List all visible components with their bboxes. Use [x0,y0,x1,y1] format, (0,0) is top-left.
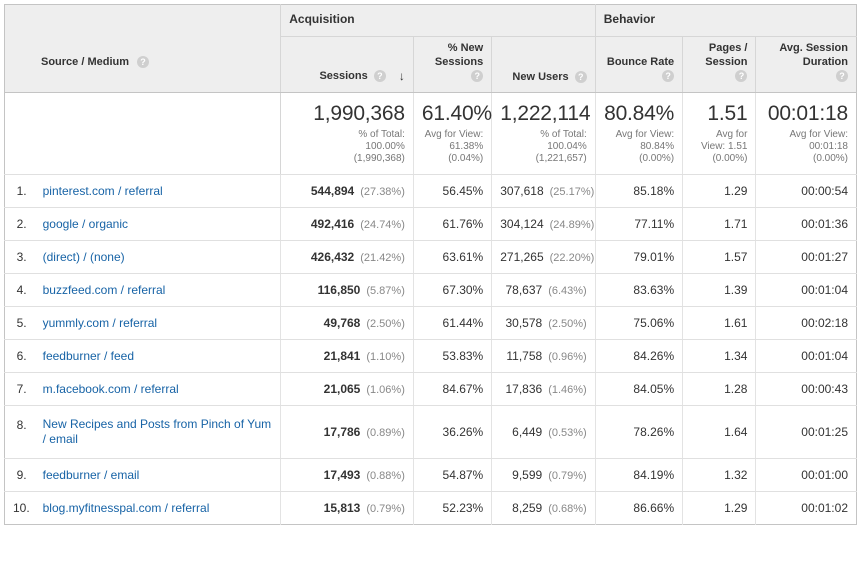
row-sessions [281,208,414,241]
row-sessions [281,274,414,307]
row-source-medium[interactable] [35,459,281,492]
row-new-sessions: 67.30% [413,274,491,307]
row-index: 5. [5,307,35,340]
header-new-sessions[interactable] [413,37,491,93]
row-source-medium[interactable] [35,406,281,459]
row-sessions-value: 49,768 [323,316,361,330]
row-new-users-value: 8,259 [512,501,543,515]
row-pages-session: 1.71 [683,208,756,241]
row-index: 9. [5,459,35,492]
row-index: 10. [5,492,35,525]
row-sessions [281,373,414,406]
row-index: 8. [5,406,35,459]
table-row [5,459,857,492]
row-sessions-pct: (0.79%) [366,503,405,515]
row-bounce-rate: 83.63% [595,274,682,307]
totals-new-sessions-value: 61.40% [421,102,492,125]
row-sessions-pct: (24.74%) [360,219,405,231]
source-medium-link[interactable]: m.facebook.com / referral [42,382,179,396]
row-avg-duration: 00:01:25 [756,406,857,459]
row-pages-session: 1.64 [683,406,756,459]
row-sessions-pct: (1.10%) [366,351,405,363]
row-bounce-rate: 78.26% [595,406,682,459]
header-new-sessions-line2: Sessions [434,56,484,68]
row-pages-session: 1.32 [683,459,756,492]
row-source-medium[interactable] [35,208,281,241]
header-new-users-label: New Users [512,70,569,83]
row-new-users-pct: (0.79%) [548,470,587,482]
row-sessions-value: 544,894 [310,184,355,198]
table-row [5,373,857,406]
source-medium-link[interactable]: New Recipes and Posts from Pinch of Yum / email [42,417,272,446]
totals-avg-duration-sub2: 00:01:18 [809,141,848,152]
row-bounce-rate: 84.19% [595,459,682,492]
totals-new-users-sub1: % of Total: [540,129,587,140]
row-new-users-pct: (25.17%) [549,186,595,198]
row-source-medium[interactable] [35,241,281,274]
header-avg-duration-line2: Duration [802,56,848,68]
row-bounce-rate: 84.26% [595,340,682,373]
row-pages-session: 1.34 [683,340,756,373]
row-bounce-rate: 86.66% [595,492,682,525]
totals-new-sessions-sub3: (0.04%) [448,153,484,164]
source-medium-link[interactable]: feedburner / feed [42,349,135,363]
row-bounce-rate: 79.01% [595,241,682,274]
row-index: 6. [5,340,35,373]
row-new-users-pct: (22.20%) [549,252,595,264]
totals-avg-duration-sub3: (0.00%) [812,153,848,164]
table-row [5,492,857,525]
table-row [5,208,857,241]
row-new-users-value: 307,618 [500,184,544,198]
totals-new-users-value: 1,222,114 [500,102,591,125]
row-new-users-value: 17,836 [505,382,543,396]
totals-pages-session-sub3: (0.00%) [712,153,748,164]
row-sessions-pct: (1.06%) [366,384,405,396]
header-avg-duration[interactable] [756,37,857,93]
help-icon[interactable]: ? [575,71,587,83]
row-new-users-pct: (6.43%) [548,285,587,297]
row-index: 4. [5,274,35,307]
totals-bounce-rate-sub2: 80.84% [640,141,675,152]
row-sessions-pct: (0.89%) [366,427,405,439]
header-source-medium[interactable] [5,37,281,93]
table-row [5,175,857,208]
row-bounce-rate: 77.11% [595,208,682,241]
header-source-medium-label: Source / Medium [41,56,130,69]
column-header-row [5,37,857,93]
row-new-users-value: 271,265 [500,250,544,264]
row-sessions-pct: (2.50%) [366,318,405,330]
header-bounce-rate[interactable] [595,37,682,93]
source-medium-link[interactable]: (direct) / (none) [42,250,125,264]
row-index: 1. [5,175,35,208]
row-bounce-rate: 84.05% [595,373,682,406]
row-new-users-pct: (0.53%) [548,427,587,439]
row-avg-duration: 00:01:04 [756,340,857,373]
header-sessions[interactable] [281,37,414,93]
help-icon[interactable]: ? [471,70,483,82]
row-new-users-pct: (24.89%) [549,219,595,231]
row-new-sessions: 56.45% [413,175,491,208]
row-pages-session: 1.29 [683,175,756,208]
row-new-users [492,307,596,340]
row-sessions-value: 15,813 [323,501,361,515]
row-avg-duration: 00:02:18 [756,307,857,340]
row-sessions [281,307,414,340]
row-avg-duration: 00:01:27 [756,241,857,274]
row-avg-duration: 00:01:00 [756,459,857,492]
row-avg-duration: 00:01:04 [756,274,857,307]
row-new-sessions: 54.87% [413,459,491,492]
help-icon[interactable]: ? [662,70,674,82]
header-avg-duration-line1: Avg. Session [779,42,848,54]
totals-label-cell [5,93,281,175]
row-new-users-pct: (0.96%) [548,351,587,363]
totals-sessions [281,93,414,175]
totals-sessions-value: 1,990,368 [313,102,405,125]
totals-bounce-rate [595,93,682,175]
group-header-behavior: Behavior [595,5,856,37]
row-new-users [492,373,596,406]
row-avg-duration: 00:01:36 [756,208,857,241]
totals-avg-duration-value: 00:01:18 [767,102,848,125]
sort-descending-icon[interactable]: ↓ [398,69,405,83]
row-bounce-rate: 75.06% [595,307,682,340]
table-row [5,274,857,307]
row-source-medium[interactable] [35,175,281,208]
totals-pages-session-sub1: Avg for [715,129,748,140]
totals-new-users-sub2: 100.04% [547,141,587,152]
totals-sessions-sub2: 100.00% [365,141,405,152]
help-icon[interactable]: ? [735,70,747,82]
totals-bounce-rate-sub3: (0.00%) [639,153,675,164]
totals-new-users [492,93,596,175]
row-new-users-value: 9,599 [512,468,543,482]
row-avg-duration: 00:00:43 [756,373,857,406]
row-sessions [281,175,414,208]
totals-sessions-sub1: % of Total: [358,129,405,140]
row-source-medium[interactable] [35,492,281,525]
totals-bounce-rate-value: 80.84% [604,102,675,125]
source-medium-link[interactable]: google / organic [42,217,129,231]
row-new-users [492,175,596,208]
group-header-acquisition: Acquisition [281,5,595,37]
totals-new-sessions-sub2: 61.38% [449,141,484,152]
help-icon[interactable]: ? [374,70,386,82]
row-sessions [281,340,414,373]
header-new-sessions-line1: % New [447,42,484,54]
table-row [5,307,857,340]
row-new-sessions: 84.67% [413,373,491,406]
row-new-users [492,340,596,373]
row-index: 7. [5,373,35,406]
row-new-sessions: 61.44% [413,307,491,340]
row-avg-duration: 00:01:02 [756,492,857,525]
row-pages-session: 1.28 [683,373,756,406]
row-new-users [492,274,596,307]
table-row [5,241,857,274]
totals-sessions-sub3: (1,990,368) [353,153,405,164]
row-new-users [492,406,596,459]
source-medium-link[interactable]: feedburner / email [42,468,140,482]
row-sessions-value: 116,850 [317,283,361,297]
row-new-users-pct: (1.46%) [548,384,587,396]
help-icon[interactable]: ? [836,70,848,82]
row-avg-duration: 00:00:54 [756,175,857,208]
totals-new-sessions [413,93,491,175]
totals-bounce-rate-sub1: Avg for View: [615,129,675,140]
totals-avg-duration [756,93,857,175]
row-new-sessions: 52.23% [413,492,491,525]
row-sessions-value: 492,416 [310,217,355,231]
row-new-sessions: 63.61% [413,241,491,274]
row-pages-session: 1.39 [683,274,756,307]
row-source-medium[interactable] [35,340,281,373]
totals-avg-duration-sub1: Avg for View: [789,129,848,140]
row-sessions-pct: (27.38%) [360,186,405,198]
row-new-users-value: 11,758 [506,349,543,363]
row-new-users-value: 6,449 [512,425,543,439]
row-source-medium[interactable] [35,373,281,406]
header-pages-session[interactable] [683,37,756,93]
row-sessions-value: 17,493 [323,468,361,482]
header-pages-session-line1: Pages / [708,42,748,54]
row-source-medium[interactable] [35,307,281,340]
row-new-users [492,492,596,525]
row-new-sessions: 36.26% [413,406,491,459]
source-medium-link[interactable]: buzzfeed.com / referral [42,283,166,297]
row-sessions-pct: (5.87%) [366,285,405,297]
totals-row [5,93,857,175]
table-row [5,406,857,459]
totals-new-users-sub3: (1,221,657) [535,153,587,164]
row-sessions-value: 17,786 [323,425,361,439]
source-medium-link[interactable]: pinterest.com / referral [42,184,163,198]
header-new-users[interactable] [492,37,596,93]
row-sessions [281,492,414,525]
row-new-sessions: 61.76% [413,208,491,241]
row-bounce-rate: 85.18% [595,175,682,208]
source-medium-link[interactable]: blog.myfitnesspal.com / referral [42,501,210,515]
traffic-sources-table [4,4,857,525]
row-index: 3. [5,241,35,274]
row-sessions [281,241,414,274]
row-new-users-value: 304,124 [500,217,544,231]
row-new-users [492,241,596,274]
row-sessions [281,459,414,492]
totals-pages-session-value: 1.51 [707,102,748,125]
row-index: 2. [5,208,35,241]
totals-pages-session [683,93,756,175]
row-new-users-value: 78,637 [505,283,543,297]
totals-pages-session-sub2: View: 1.51 [700,141,748,152]
table-row [5,340,857,373]
row-new-users-value: 30,578 [505,316,543,330]
row-pages-session: 1.57 [683,241,756,274]
header-sessions-label: Sessions [319,69,368,82]
row-pages-session: 1.29 [683,492,756,525]
row-sessions-pct: (0.88%) [366,470,405,482]
row-source-medium[interactable] [35,274,281,307]
row-new-users [492,208,596,241]
row-new-users-pct: (0.68%) [548,503,587,515]
totals-new-sessions-sub1: Avg for View: [424,129,484,140]
header-pages-session-line2: Session [705,56,748,68]
row-new-sessions: 53.83% [413,340,491,373]
row-sessions-value: 426,432 [310,250,355,264]
row-sessions-value: 21,841 [323,349,361,363]
row-sessions [281,406,414,459]
row-new-users [492,459,596,492]
header-bounce-rate-label: Bounce Rate [606,56,675,68]
column-group-header-row [5,5,857,37]
source-medium-link[interactable]: yummly.com / referral [42,316,158,330]
row-pages-session: 1.61 [683,307,756,340]
help-icon[interactable]: ? [137,56,149,68]
row-sessions-pct: (21.42%) [360,252,405,264]
group-header-dimension [5,5,281,37]
row-new-users-pct: (2.50%) [548,318,587,330]
row-sessions-value: 21,065 [323,382,361,396]
